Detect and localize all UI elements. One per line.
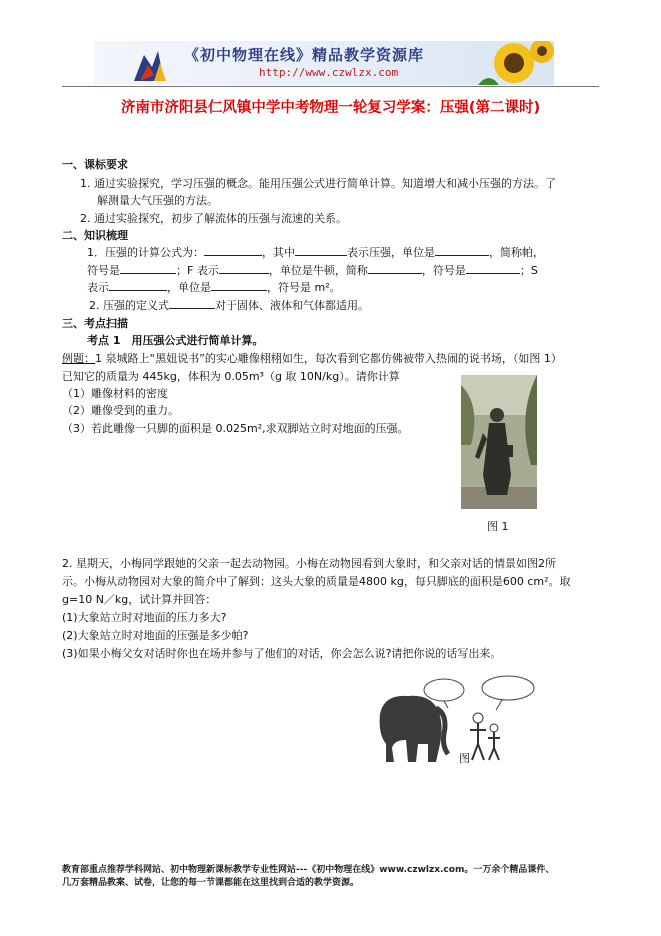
example-text: 1 泉城路上“黑妞说书”的实心雕像栩栩如生，每次看到它都仿佛被带入热闹的说书场，（如图 1） xyxy=(95,352,562,365)
header-banner xyxy=(94,41,554,85)
blank-formula[interactable] xyxy=(204,244,262,256)
review-text: ；F 表示 xyxy=(176,264,219,277)
elephant-illustration xyxy=(374,674,540,766)
example-question-2: （2）雕像受到的重力。 xyxy=(62,404,179,417)
blank-symbol-pressure[interactable] xyxy=(295,244,347,256)
banner-url[interactable]: http://www.czwlzx.com xyxy=(259,66,399,79)
kaodian-title: 考点 1 用压强公式进行简单计算。 xyxy=(87,334,264,347)
blank-n-symbol[interactable] xyxy=(466,262,520,274)
problem2-question-1: (1)大象站立时对地面的压力多大? xyxy=(62,611,227,624)
example-question-3: （3）若此雕像一只脚的面积是 0.025m²,求双脚站立时对地面的压强。 xyxy=(62,422,409,435)
blank-unit-pressure[interactable] xyxy=(435,244,489,256)
review-text: 符号是 xyxy=(87,264,120,277)
review-text: ，单位是 xyxy=(167,281,211,294)
review-text: ；S xyxy=(519,264,538,277)
statue-photo xyxy=(461,375,537,509)
figure-2-caption: 图 xyxy=(459,752,470,765)
statue-image-icon xyxy=(461,375,537,509)
review-text: ，简称帕， xyxy=(489,246,544,259)
review-text: ，其中 xyxy=(262,246,295,259)
footer xyxy=(62,864,622,890)
blank-s-meaning[interactable] xyxy=(109,279,167,291)
standards-item-2: 2. 通过实验探究，初步了解流体的压强与流速的关系。 xyxy=(80,212,347,225)
header-rule xyxy=(62,86,599,87)
review-text: ，符号是 m²。 xyxy=(267,281,341,294)
problem2-line-1: 2. 星期天，小梅同学跟她的父亲一起去动物园。小梅在动物园看到大象时，和父亲对话的情景如图2所 xyxy=(62,557,556,570)
review-text: 2. 压强的定义式 xyxy=(89,299,169,312)
review-text: 表示压强，单位是 xyxy=(347,246,435,259)
problem2-question-2: (2)大象站立时对地面的压强是多少帕? xyxy=(62,629,249,642)
section-heading-standards: 一、课标要求 xyxy=(62,158,128,171)
review-text: 表示 xyxy=(87,281,109,294)
example-line-1 xyxy=(62,351,562,367)
footer-line-2: 几万套精品教案、试卷，让您的每一节课都能在这里找到合适的教学资源。 xyxy=(62,878,360,888)
review-line-4 xyxy=(89,297,369,314)
review-text: 1．压强的计算公式为： xyxy=(87,246,204,259)
review-text: ，单位是牛顿，简称 xyxy=(268,264,368,277)
problem2-question-3: (3)如果小梅父女对话时你也在场并参与了他们的对话，你会怎么说?请把你说的话写出来。 xyxy=(62,647,502,660)
blank-definition[interactable] xyxy=(169,297,215,309)
elephant-scene-icon xyxy=(374,674,540,766)
review-line-1 xyxy=(87,244,544,261)
blank-n-short[interactable] xyxy=(368,262,422,274)
sunflower-icon xyxy=(478,41,554,85)
review-line-2 xyxy=(87,262,538,279)
standards-item-1-cont: 解测量大气压强的方法。 xyxy=(97,194,218,207)
standards-item-1: 1. 通过实验探究，学习压强的概念。能用压强公式进行简单计算。知道增大和减小压强的方法。了 xyxy=(80,177,556,190)
problem2-line-3: g=10 N／kg，试计算并回答： xyxy=(62,593,217,606)
review-line-3 xyxy=(87,279,341,296)
blank-f-meaning[interactable] xyxy=(219,262,269,274)
footer-line-1: 教育部重点推荐学科网站、初中物理新课标教学专业性网站---《初中物理在线》www.czwlzx.com。一万余个精品课件、 xyxy=(62,865,555,875)
section-heading-review: 二、知识梳理 xyxy=(62,229,128,242)
banner-title: 《初中物理在线》精品教学资源库 xyxy=(184,46,425,64)
blank-s-unit[interactable] xyxy=(211,279,267,291)
example-label: 例题： xyxy=(62,352,95,365)
review-text: 对于固体、液体和气体都适用。 xyxy=(215,299,369,312)
section-heading-scan: 三、考点扫描 xyxy=(62,317,128,330)
review-text: ，符号是 xyxy=(421,264,466,277)
page-title: 济南市济阳县仁风镇中学中考物理一轮复习学案：压强(第二课时) xyxy=(120,100,541,116)
figure-1-caption: 图 1 xyxy=(487,520,509,533)
problem2-line-2: 示。小梅从动物园对大象的简介中了解到：这头大象的质量是4800 kg，每只脚底的面积是600 cm²。取 xyxy=(62,575,571,588)
example-line-2: 已知它的质量为 445kg，体积为 0.05m³（g 取 10N/kg）。请你计算 xyxy=(62,370,400,383)
example-question-1: （1）雕像材料的密度 xyxy=(62,387,168,400)
blank-pa-symbol[interactable] xyxy=(120,262,176,274)
